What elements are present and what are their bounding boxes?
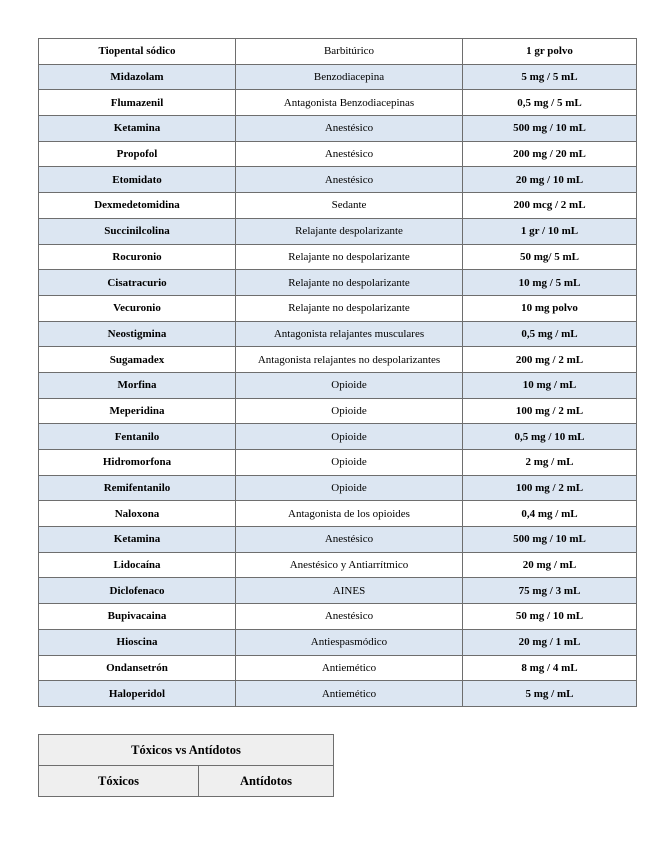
drug-row bbox=[39, 347, 637, 373]
drug-name: Fentanilo bbox=[39, 424, 236, 450]
drug-name: Bupivacaina bbox=[39, 604, 236, 630]
drug-row bbox=[39, 578, 637, 604]
drug-dose: 1 gr polvo bbox=[463, 39, 637, 65]
drug-dose: 0,5 mg / mL bbox=[463, 321, 637, 347]
drug-name: Morfina bbox=[39, 372, 236, 398]
drug-class: Antagonista relajantes no despolarizantes bbox=[236, 347, 463, 373]
toxics-antidotes-table bbox=[38, 734, 334, 797]
drug-row bbox=[39, 552, 637, 578]
toxics-table-title: Tóxicos vs Antídotos bbox=[39, 735, 334, 766]
drug-class: Opioide bbox=[236, 450, 463, 476]
drug-dose: 500 mg / 10 mL bbox=[463, 527, 637, 553]
drug-class: Opioide bbox=[236, 475, 463, 501]
toxics-header-row bbox=[39, 766, 334, 797]
drug-row bbox=[39, 527, 637, 553]
drug-dose: 2 mg / mL bbox=[463, 450, 637, 476]
drug-row bbox=[39, 39, 637, 65]
drug-class: Anestésico bbox=[236, 141, 463, 167]
drug-class: Relajante no despolarizante bbox=[236, 295, 463, 321]
drug-class: Relajante no despolarizante bbox=[236, 270, 463, 296]
drug-row bbox=[39, 372, 637, 398]
drug-row bbox=[39, 167, 637, 193]
drug-class: Opioide bbox=[236, 398, 463, 424]
drug-name: Ketamina bbox=[39, 116, 236, 142]
toxics-title-row bbox=[39, 735, 334, 766]
drug-name: Midazolam bbox=[39, 64, 236, 90]
drug-dose: 5 mg / 5 mL bbox=[463, 64, 637, 90]
drug-dose: 10 mg / 5 mL bbox=[463, 270, 637, 296]
drug-row bbox=[39, 321, 637, 347]
drug-class: Antagonista de los opioides bbox=[236, 501, 463, 527]
drug-name: Flumazenil bbox=[39, 90, 236, 116]
drug-class: Anestésico bbox=[236, 116, 463, 142]
drug-dose: 100 mg / 2 mL bbox=[463, 398, 637, 424]
drug-name: Etomidato bbox=[39, 167, 236, 193]
drug-row bbox=[39, 90, 637, 116]
drug-dose: 8 mg / 4 mL bbox=[463, 655, 637, 681]
drug-row bbox=[39, 141, 637, 167]
drug-name: Neostigmina bbox=[39, 321, 236, 347]
drug-class: Opioide bbox=[236, 424, 463, 450]
drug-dose: 10 mg polvo bbox=[463, 295, 637, 321]
drug-class: Anestésico bbox=[236, 604, 463, 630]
drug-class: Barbitúrico bbox=[236, 39, 463, 65]
drug-row bbox=[39, 681, 637, 707]
drug-dose: 50 mg/ 5 mL bbox=[463, 244, 637, 270]
drug-row bbox=[39, 475, 637, 501]
drug-dose: 200 mg / 2 mL bbox=[463, 347, 637, 373]
drug-dose: 10 mg / mL bbox=[463, 372, 637, 398]
drug-dose: 5 mg / mL bbox=[463, 681, 637, 707]
drug-class: Relajante despolarizante bbox=[236, 218, 463, 244]
drug-dose: 1 gr / 10 mL bbox=[463, 218, 637, 244]
drug-row bbox=[39, 655, 637, 681]
drug-dose: 20 mg / mL bbox=[463, 552, 637, 578]
drug-class: Anestésico bbox=[236, 527, 463, 553]
drug-row bbox=[39, 604, 637, 630]
drug-name: Diclofenaco bbox=[39, 578, 236, 604]
drug-row bbox=[39, 629, 637, 655]
drug-class: Antiemético bbox=[236, 681, 463, 707]
drug-row bbox=[39, 398, 637, 424]
column-header-toxics: Tóxicos bbox=[39, 766, 199, 797]
drug-dose: 100 mg / 2 mL bbox=[463, 475, 637, 501]
drug-name: Dexmedetomidina bbox=[39, 193, 236, 219]
drug-class: Anestésico y Antiarrítmico bbox=[236, 552, 463, 578]
drug-name: Ondansetrón bbox=[39, 655, 236, 681]
drug-name: Cisatracurio bbox=[39, 270, 236, 296]
drug-class: Antiespasmódico bbox=[236, 629, 463, 655]
drug-row bbox=[39, 218, 637, 244]
drug-name: Hidromorfona bbox=[39, 450, 236, 476]
drug-dose: 20 mg / 10 mL bbox=[463, 167, 637, 193]
drug-name: Vecuronio bbox=[39, 295, 236, 321]
drug-class: Sedante bbox=[236, 193, 463, 219]
drug-class: Antagonista relajantes musculares bbox=[236, 321, 463, 347]
drug-dose: 500 mg / 10 mL bbox=[463, 116, 637, 142]
drug-class: Antiemético bbox=[236, 655, 463, 681]
drug-dose: 0,5 mg / 5 mL bbox=[463, 90, 637, 116]
drug-dose: 20 mg / 1 mL bbox=[463, 629, 637, 655]
drug-name: Naloxona bbox=[39, 501, 236, 527]
drug-name: Hioscina bbox=[39, 629, 236, 655]
drug-name: Succinilcolina bbox=[39, 218, 236, 244]
drug-row bbox=[39, 270, 637, 296]
drug-name: Sugamadex bbox=[39, 347, 236, 373]
drug-name: Rocuronio bbox=[39, 244, 236, 270]
drug-table bbox=[38, 38, 637, 707]
drug-name: Meperidina bbox=[39, 398, 236, 424]
drug-dose: 200 mcg / 2 mL bbox=[463, 193, 637, 219]
drug-dose: 50 mg / 10 mL bbox=[463, 604, 637, 630]
column-header-antidotes: Antídotos bbox=[199, 766, 334, 797]
drug-row bbox=[39, 193, 637, 219]
drug-class: Anestésico bbox=[236, 167, 463, 193]
drug-class: Relajante no despolarizante bbox=[236, 244, 463, 270]
drug-dose: 75 mg / 3 mL bbox=[463, 578, 637, 604]
drug-row bbox=[39, 295, 637, 321]
drug-row bbox=[39, 501, 637, 527]
drug-class: Opioide bbox=[236, 372, 463, 398]
drug-name: Haloperidol bbox=[39, 681, 236, 707]
drug-name: Tiopental sódico bbox=[39, 39, 236, 65]
drug-name: Remifentanilo bbox=[39, 475, 236, 501]
drug-class: Antagonista Benzodiacepinas bbox=[236, 90, 463, 116]
drug-row bbox=[39, 116, 637, 142]
drug-dose: 200 mg / 20 mL bbox=[463, 141, 637, 167]
drug-name: Ketamina bbox=[39, 527, 236, 553]
drug-row bbox=[39, 424, 637, 450]
drug-table-body bbox=[39, 39, 637, 707]
drug-row bbox=[39, 450, 637, 476]
drug-class: Benzodiacepina bbox=[236, 64, 463, 90]
drug-row bbox=[39, 64, 637, 90]
drug-name: Propofol bbox=[39, 141, 236, 167]
drug-name: Lidocaína bbox=[39, 552, 236, 578]
drug-class: AINES bbox=[236, 578, 463, 604]
drug-row bbox=[39, 244, 637, 270]
drug-dose: 0,5 mg / 10 mL bbox=[463, 424, 637, 450]
drug-dose: 0,4 mg / mL bbox=[463, 501, 637, 527]
